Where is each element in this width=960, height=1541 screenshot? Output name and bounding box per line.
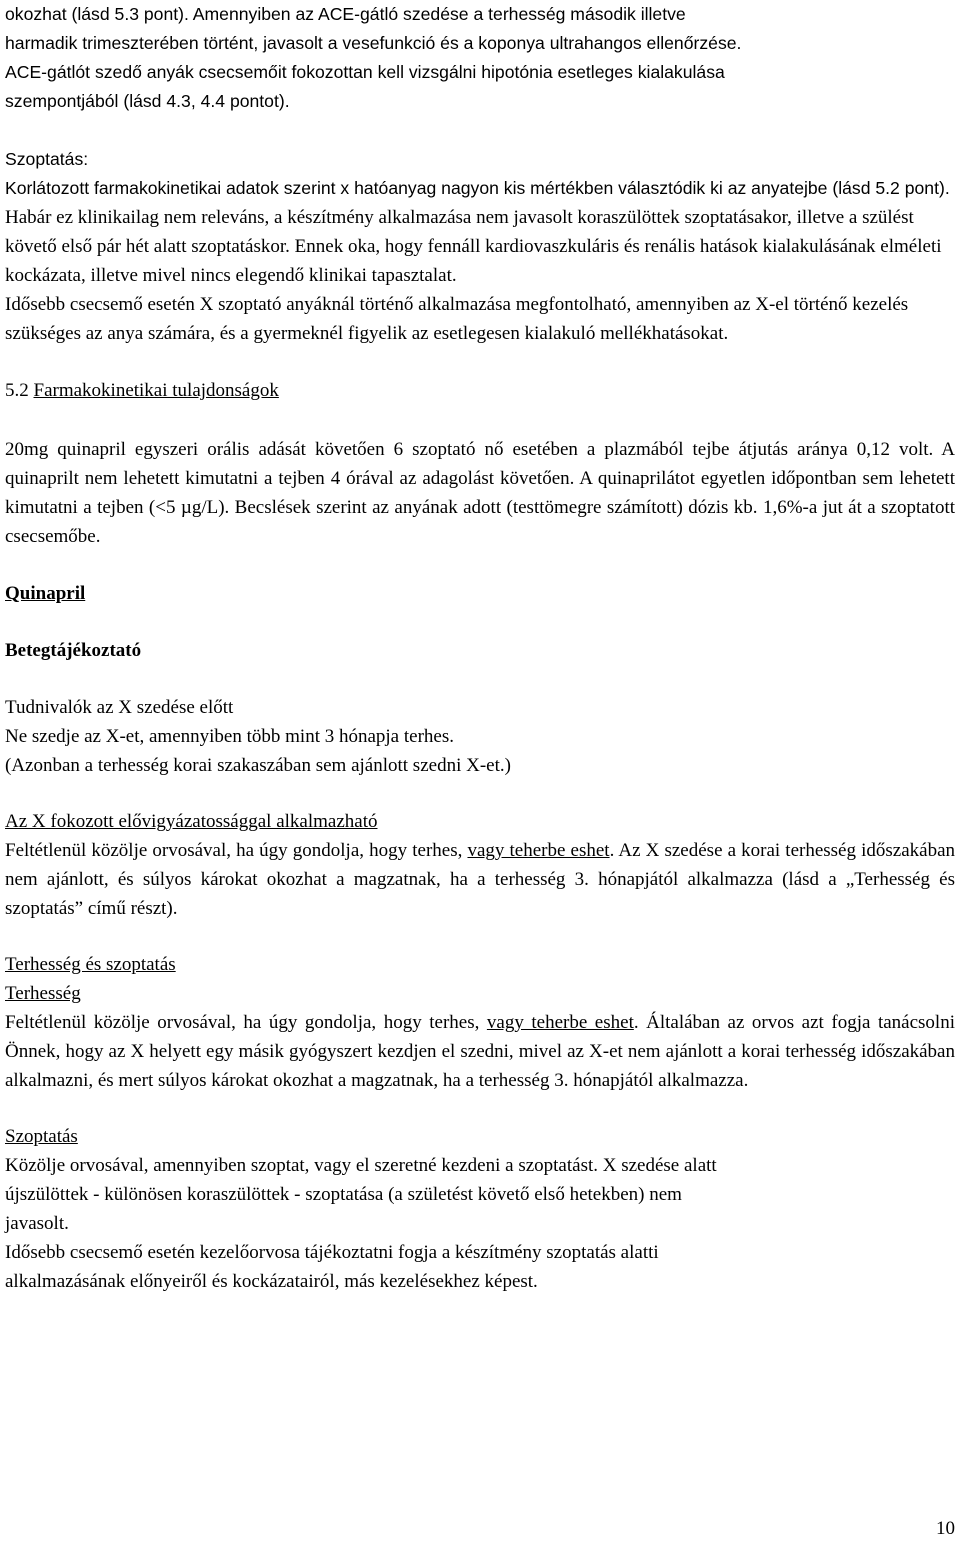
caution-text-a: Feltétlenül közölje orvosával, ha úgy gondolja, hogy terhes, bbox=[5, 840, 468, 861]
before-taking-line-2: (Azonban a terhesség korai szakaszában sem ajánlott szedni X-et.) bbox=[5, 755, 511, 776]
section-5-2-number: 5.2 bbox=[5, 380, 34, 401]
pregnancy-text-underlined: vagy teherbe eshet bbox=[486, 1012, 634, 1033]
caution-heading: Az X fokozott elővigyázatossággal alkalmazható bbox=[5, 811, 378, 832]
lactation-paragraph-1-sans: Korlátozott farmakokinetikai adatok szerint x hatóanyag nagyon kis mértékben választódik ki az anyatejbe (lásd 5.2 pont). bbox=[5, 178, 950, 198]
lactation-leaflet-line-5: alkalmazásának előnyeiről és kockázatairól, más kezelésekhez képest. bbox=[5, 1271, 538, 1292]
lactation-leaflet-line-1: Közölje orvosával, amennyiben szoptat, vagy el szeretné kezdeni a szoptatást. X szedése alatt bbox=[5, 1155, 717, 1176]
lactation-leaflet-line-4: Idősebb csecsemő esetén kezelőorvosa tájékoztatni fogja a készítmény szoptatás alatti bbox=[5, 1242, 659, 1263]
intro-line-1: okozhat (lásd 5.3 pont). Amennyiben az ACE-gátló szedése a terhesség második illetve bbox=[5, 4, 686, 24]
document-page bbox=[5, 0, 955, 1296]
caution-section bbox=[5, 807, 955, 923]
pregnancy-lactation-heading: Terhesség és szoptatás bbox=[5, 954, 176, 975]
before-taking-section bbox=[5, 693, 955, 780]
section-5-2 bbox=[5, 376, 955, 551]
intro-paragraph bbox=[5, 0, 955, 116]
quinapril-heading: Quinapril bbox=[5, 583, 86, 604]
pregnancy-lactation-section bbox=[5, 950, 955, 1296]
leaflet-heading: Betegtájékoztató bbox=[5, 640, 142, 661]
caution-text-underlined: vagy teherbe eshet bbox=[467, 840, 610, 861]
caution-body bbox=[5, 836, 955, 923]
caution-text-b: . Az X szedése a korai terhesség időszakában nem ajánlott, és súlyos károkat okozhat a magzatnak, ha a terhesség 3. hónapjától alkalmazza (lásd a „Terhesség és szoptatás” című részt). bbox=[5, 840, 956, 919]
before-taking-line-1: Ne szedje az X-et, amennyiben több mint 3 hónapja terhes. bbox=[5, 726, 454, 747]
intro-line-3: ACE-gátlót szedő anyák csecsemőit fokozottan kell vizsgálni hipotónia esetleges kialakulása bbox=[5, 62, 725, 82]
intro-line-4: szempontjából (lásd 4.3, 4.4 pontot). bbox=[5, 91, 290, 111]
pregnancy-text-a: Feltétlenül közölje orvosával, ha úgy gondolja, hogy terhes, bbox=[5, 1012, 487, 1033]
before-taking-heading: Tudnivalók az X szedése előtt bbox=[5, 697, 234, 718]
lactation-leaflet-line-2: újszülöttek - különösen koraszülöttek - szoptatása (a születést követő első hetekben) nem bbox=[5, 1184, 682, 1205]
pregnancy-body bbox=[5, 1008, 955, 1095]
lactation-paragraph-2: Idősebb csecsemő esetén X szoptató anyáknál történő alkalmazása megfontolható, amennyiben az X-el történő kezelés szükséges az anya számára, és a gyermeknél figyelik az esetlegesen kialakuló mellékhatásokat. bbox=[5, 294, 909, 344]
lactation-paragraph-1 bbox=[5, 174, 955, 290]
pregnancy-text-b: . Általában az orvos azt fogja tanácsolni Önnek, hogy az X helyett egy másik gyógyszert kezdjen el szedni, mivel az X-et nem ajánlott a korai terhesség időszakában alkalmazni, és mert súlyos károkat okozhat a magzatnak, ha a terhesség 3. hónapjától alkalmazza. bbox=[5, 1012, 955, 1091]
section-5-2-title: Farmakokinetikai tulajdonságok bbox=[33, 380, 279, 401]
intro-line-2: harmadik trimeszterében történt, javasolt a vesefunkció és a koponya ultrahangos ellenőrzése. bbox=[5, 33, 742, 53]
page-number: 10 bbox=[936, 1518, 955, 1539]
lactation-section bbox=[5, 145, 955, 348]
lactation-paragraph-1-serif: Habár ez klinikailag nem releváns, a készítmény alkalmazása nem javasolt koraszülöttek szoptatásakor, illetve a szülést követő első pár hét alatt szoptatáskor. Ennek oka, hogy fennáll kardiovaszkuláris és renális hatások kialakulásának elméleti kockázata, illetve mivel nincs elegendő klinikai tapasztalat. bbox=[5, 207, 942, 286]
lactation-leaflet-heading: Szoptatás bbox=[5, 1126, 78, 1147]
pregnancy-heading: Terhesség bbox=[5, 983, 81, 1004]
section-5-2-body: 20mg quinapril egyszeri orális adását követően 6 szoptató nő esetében a plazmából tejbe átjutás aránya 0,12 volt. A quinaprilt nem lehetett kimutatni a tejben 4 órával az adagolást követően. A quinaprilátot egyetlen időpontban sem lehetett kimutatni a tejben (<5 µg/L). Becslések szerint az anyának adott (testtömegre számított) dózis kb. 1,6%-a jut át a szoptatott csecsemőbe. bbox=[5, 439, 955, 547]
lactation-leaflet-line-3: javasolt. bbox=[5, 1213, 69, 1234]
lactation-heading: Szoptatás: bbox=[5, 149, 89, 169]
section-5-2-heading bbox=[5, 376, 955, 405]
